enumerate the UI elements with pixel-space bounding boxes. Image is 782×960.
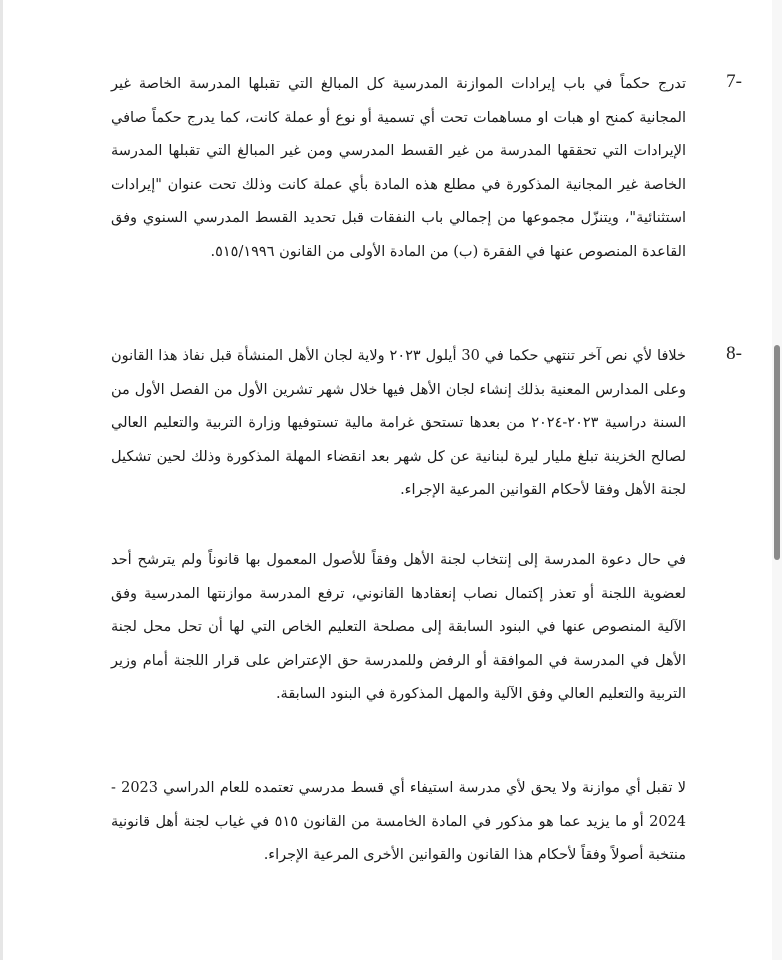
- clause-text: خلافا لأي نص آخر تنتهي حكما في 30 أيلول ٢٠٢٣ ولاية لجان الأهل المنشأة قبل نفاذ هذا القانون وعلى المدارس المعنية بذلك إنشاء لجان الأهل فيها خلال شهر تشرين الأول من الفصل الأول من السنة دراسية ٢٠٢٣-٢٠٢٤ من بعدها تستحق غرامة مالية تستوفيها وزارة التربية والتعليم العالي لصالح الخزينة تبلغ مليار ليرة لبنانية عن كل شهر بعد انقضاء المهلة المذكورة وذلك لحين تشكيل لجنة الأهل وفقا لأحكام القوانين المرعية الإجراء.: [111, 348, 687, 498]
- scrollbar-thumb[interactable]: [774, 345, 780, 560]
- clause-number: 8-: [726, 343, 742, 364]
- vertical-scrollbar[interactable]: [772, 0, 782, 960]
- clause-text: تدرج حكماً في باب إيرادات الموازنة المدرسية كل المبالغ التي تقبلها المدرسة الخاصة غير المجانية كمنح او هبات او مساهمات تحت أي تسمية أو نوع أو عملة كانت، كما يدرج حكماً صافي الإيرادات التي تحققها المدرسة من غير القسط المدرسي ومن غير المبالغ التي تقبلها المدرسة الخاصة غير المجانية المذكورة في مطلع هذه المادة بأي عملة كانت وذلك تحت عنوان "إيرادات استثنائية"، ويتنزّل مجموعها من إجمالي باب النفقات قبل تحديد القسط المدرسي السنوي وفق القاعدة المنصوص عنها في الفقرة (ب) من المادة الأولى من القانون ٥١٥/١٩٩٦.: [111, 76, 686, 260]
- page-edge: [0, 0, 3, 960]
- clause-number: 7-: [726, 71, 742, 92]
- paragraph-text: لا تقبل أي موازنة ولا يحق لأي مدرسة استيفاء أي قسط مدرسي تعتمده للعام الدراسي 2023 - 2024 أو ما يزيد عما هو مذكور في المادة الخامسة من القانون ٥١٥ في غياب لجنة أهل قانونية منتخبة أصولاً وفقاً لأحكام هذا القانون والقوانين الأخرى المرعية الإجراء.: [111, 780, 686, 863]
- paragraph-text: في حال دعوة المدرسة إلى إنتخاب لجنة الأهل وفقاً للأصول المعمول بها قانوناً ولم يترشح أحد لعضوية اللجنة أو تعذر إكتمال نصاب إنعقادها القانوني، ترفع المدرسة موازنتها المدرسية وفق الآلية المنصوص عنها في البنود السابقة إلى مصلحة التعليم الخاص التي لها أن تحل محل لجنة الأهل في المدرسة في الموافقة أو الرفض وللمدرسة حق الإعتراض على قرار اللجنة أمام وزير التربية والتعليم العالي وفق الآلية والمهل المذكورة في البنود السابقة.: [111, 552, 686, 702]
